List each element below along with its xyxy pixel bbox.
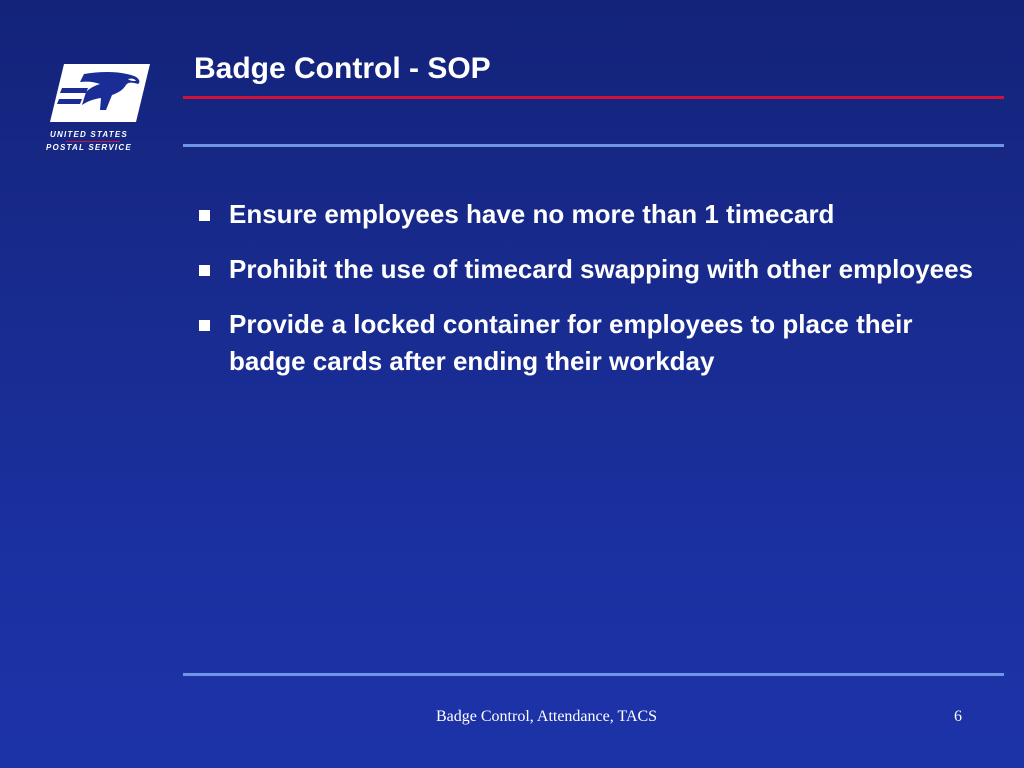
logo-text-line1: UNITED STATES bbox=[50, 130, 128, 139]
logo-text-line2: POSTAL SERVICE bbox=[46, 143, 132, 152]
list-item bbox=[196, 306, 986, 380]
slide-title: Badge Control - SOP bbox=[194, 52, 491, 85]
footer-divider bbox=[183, 673, 1004, 676]
usps-logo bbox=[44, 62, 156, 158]
logo-divider bbox=[66, 141, 120, 142]
title-underline-red bbox=[183, 96, 1004, 99]
list-item bbox=[196, 196, 986, 233]
list-item bbox=[196, 251, 986, 288]
bullet-list bbox=[196, 196, 986, 398]
bullet-text: Ensure employees have no more than 1 timecard bbox=[229, 199, 835, 229]
bullet-text: Prohibit the use of timecard swapping with other employees bbox=[229, 254, 974, 284]
eagle-icon bbox=[44, 62, 156, 124]
square-bullet-icon bbox=[199, 265, 210, 276]
square-bullet-icon bbox=[199, 320, 210, 331]
square-bullet-icon bbox=[199, 210, 210, 221]
page-number: 6 bbox=[954, 708, 962, 725]
bullet-text: Provide a locked container for employees to place their badge cards after ending their workday bbox=[229, 309, 913, 376]
footer-caption: Badge Control, Attendance, TACS bbox=[436, 708, 658, 725]
header-divider bbox=[183, 144, 1004, 147]
